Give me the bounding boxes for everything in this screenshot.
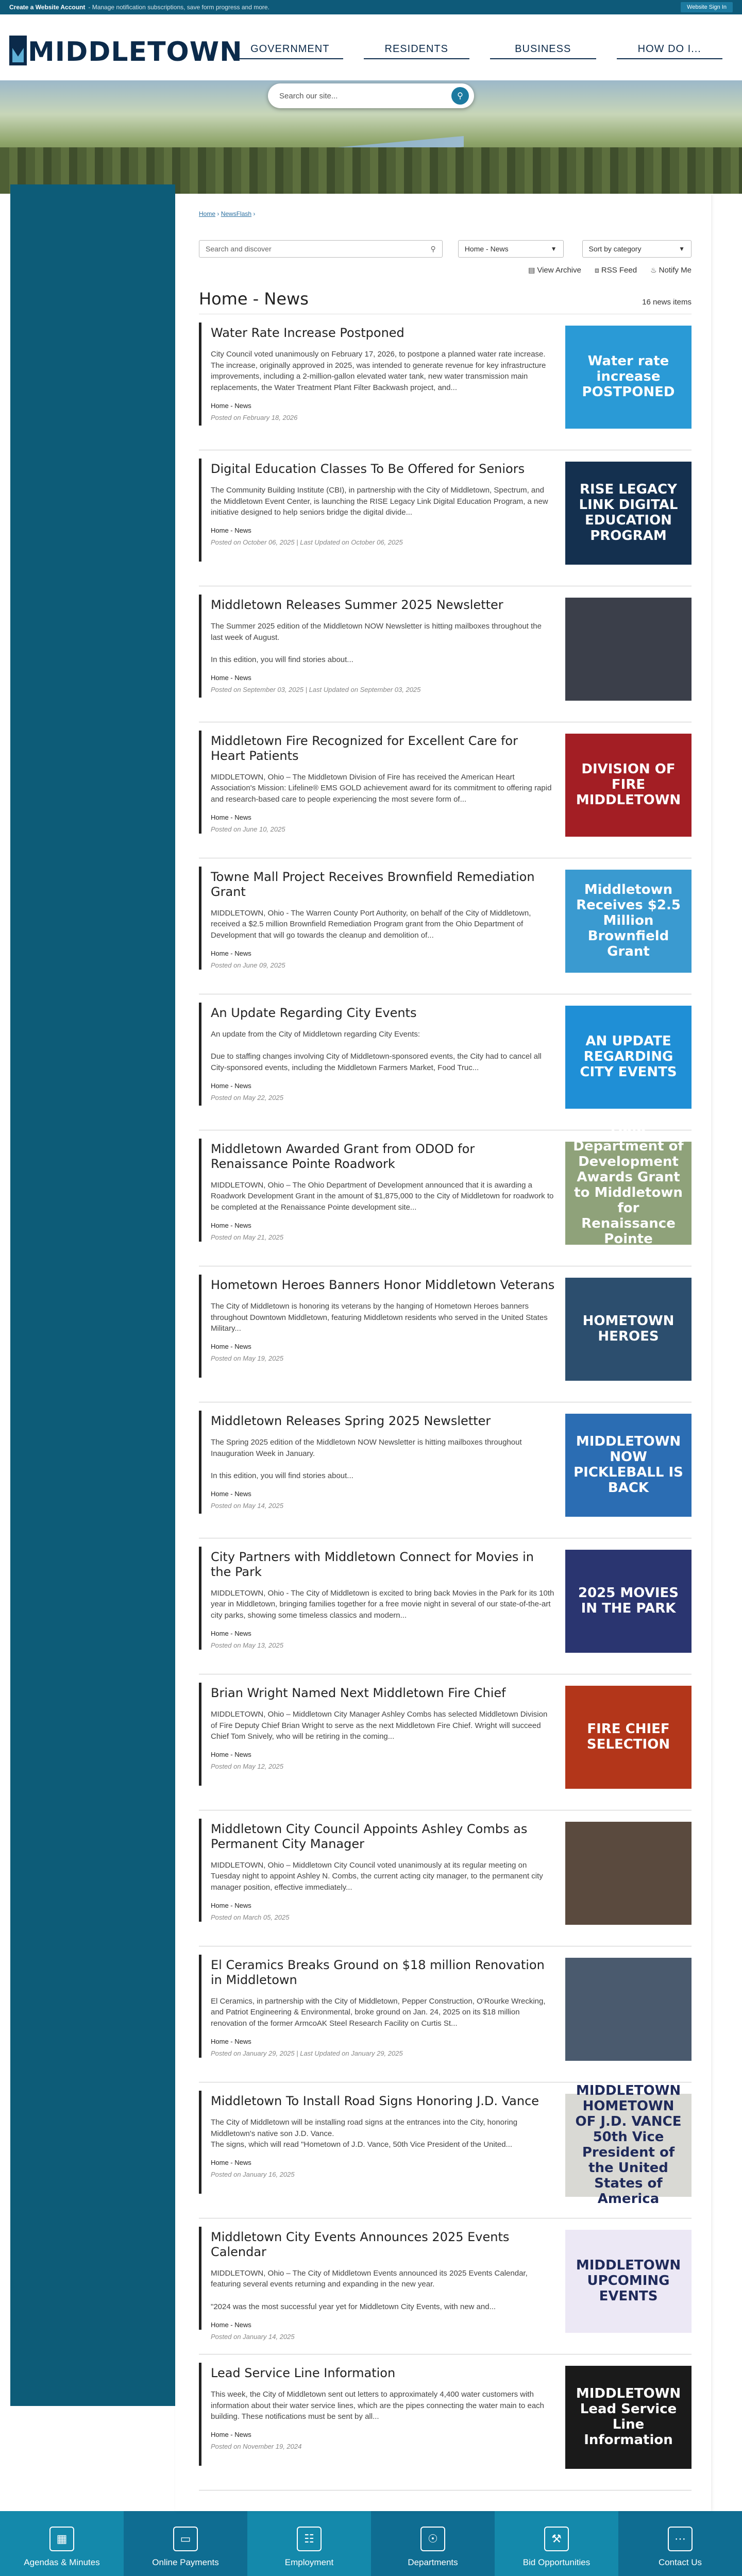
news-item-thumbnail-text: HOMETOWN HEROES [582,1313,674,1344]
news-item-accent-bar [199,867,201,970]
category-select[interactable] [458,240,564,258]
news-item-thumbnail-text: MIDDLETOWN HOMETOWN OF J.D. VANCE 50th Vice President of the United States of America [575,2083,682,2207]
news-item [199,1538,692,1674]
news-item-excerpt: The Spring 2025 edition of the Middletown NOW Newsletter is hitting mailboxes throughout Inauguration Week in January. In this edition, you will find stories about... [211,1437,522,1481]
logo-text: MIDDLETOWN [28,37,243,67]
news-item-text [211,2363,565,2490]
page-title: Home - News [199,289,309,309]
news-item [199,1266,692,1402]
news-item-date: Posted on January 16, 2025 [211,2171,295,2179]
create-account-link[interactable]: Create a Website Account [9,4,86,11]
notify-me-label: Notify Me [659,266,692,275]
news-item-category[interactable]: Home - News [211,527,251,535]
news-item-accent-bar [199,1547,201,1650]
news-item [199,1810,692,1946]
news-item-thumbnail[interactable] [565,2366,692,2469]
news-item-date: Posted on October 06, 2025 | Last Updated on October 06, 2025 [211,538,403,547]
news-item-excerpt: The Community Building Institute (CBI), in partnership with the City of Middletown, Spectrum, and the Middletown Event Center, is launching the RISE Legacy Link Digital Education Program, a new initiative designed to help seniors bridge the digital divide... [211,485,548,517]
rss-icon: ⧈ [594,266,599,274]
news-item-title[interactable]: Digital Education Classes To Be Offered for Seniors [211,462,525,476]
news-item-text [211,1139,565,1266]
top-bar [0,0,742,14]
view-archive-label: View Archive [537,266,581,275]
news-item-text [211,1411,565,1538]
news-item-thumbnail-text: MIDDLETOWN UPCOMING EVENTS [576,2258,681,2304]
news-item-category[interactable]: Home - News [211,949,251,957]
news-item-title[interactable]: Middletown City Council Appoints Ashley Combs as Permanent City Manager [211,1822,528,1851]
news-item-accent-bar [199,459,201,562]
quick-link-label: Contact Us [658,2557,702,2567]
news-item-excerpt: MIDDLETOWN, Ohio – Middletown City Council voted unanimously at its regular meeting on Tuesday night to appoint Ashley N. Combs, the current acting city manager, to the permanent city manager position, effective immediately... [211,1860,543,1892]
news-item [199,586,692,722]
news-item-date: Posted on September 03, 2025 | Last Updated on September 03, 2025 [211,685,421,693]
news-item-thumbnail[interactable] [565,2230,692,2333]
news-item [199,1402,692,1538]
news-item-date: Posted on May 14, 2025 [211,1501,283,1510]
quick-link-label: Departments [408,2557,458,2567]
quick-link-label: Bid Opportunities [522,2557,591,2567]
news-item-thumbnail-text [623,2004,634,2014]
news-item [199,1123,692,1266]
news-item-text [211,867,565,994]
nav-how-do-i[interactable]: HOW DO I... [617,43,723,59]
news-item-title[interactable]: City Partners with Middletown Connect for Movies in the Park [211,1550,534,1579]
news-item-category[interactable]: Home - News [211,1343,251,1351]
rss-feed-link[interactable] [595,266,637,275]
news-item [199,314,692,450]
nav-residents[interactable]: RESIDENTS [364,43,470,59]
bell-icon: ♨ [650,266,657,274]
news-item-text [211,2091,565,2218]
news-item-date: Posted on November 19, 2024 [211,2443,302,2451]
create-account-description: - Manage notification subscriptions, save form progress and more. [88,4,269,11]
news-item-thumbnail-text: 2025 MOVIES IN THE PARK [578,1585,679,1616]
news-item-category[interactable]: Home - News [211,2320,251,2329]
logo-mark-icon [9,36,27,65]
news-item-thumbnail-text: Middletown Receives $2.5 Million Brownfield Grant [576,882,681,959]
news-item-text [211,731,565,858]
news-item-text [211,2227,565,2354]
news-item [199,2082,692,2218]
main-area [0,194,742,2511]
news-item-text [211,1819,565,1946]
news-item-title[interactable]: Hometown Heroes Banners Honor Middletown Veterans [211,1278,555,1292]
news-item-category[interactable]: Home - News [211,1629,251,1637]
news-list [199,314,692,2490]
calendar-icon: ▦ [49,2527,74,2551]
news-item-excerpt: MIDDLETOWN, Ohio – The City of Middletown Events announced its 2025 Events Calendar, featuring several events returning and expanding in the new year. "2024 was the most successful year yet for Middletown City Events, with new and... [211,2268,528,2311]
content-panel [175,194,711,2511]
news-item-accent-bar [199,1411,201,1514]
quick-link-contact-us[interactable] [618,2511,742,2576]
news-item-thumbnail-text: RISE LEGACY LINK DIGITAL EDUCATION PROGRAM [579,482,678,544]
news-item-title[interactable]: Middletown Releases Spring 2025 Newsletter [211,1414,491,1428]
news-item [199,994,692,1130]
news-item-title[interactable]: Lead Service Line Information [211,2366,396,2380]
news-item-thumbnail[interactable] [565,1550,692,1653]
sort-select[interactable] [582,240,692,258]
news-item-accent-bar [199,323,201,426]
quick-link-departments[interactable] [371,2511,495,2576]
news-item-excerpt: The City of Middletown will be installing road signs at the entrances into the City, honoring Middletown's native son J.D. Vance. The signs, which will read "Hometown of J.D. Vance, 50th Vice President of the United... [211,2117,518,2149]
news-item-date: Posted on May 22, 2025 [211,1093,283,1101]
chevron-down-icon: ▼ [679,245,685,252]
news-item [199,722,692,858]
news-item [199,858,692,994]
news-actions [199,266,692,275]
news-item-thumbnail[interactable] [565,1123,692,1262]
news-item-category[interactable]: Home - News [211,1751,251,1759]
site-logo[interactable] [9,29,243,65]
news-item-accent-bar [199,2091,201,2194]
news-item-thumbnail-text [623,1868,634,1878]
rss-feed-label: RSS Feed [601,266,637,275]
news-item-excerpt: El Ceramics, in partnership with the City of Middletown, Pepper Construction, O'Rourke Wrecking, and Patriot Engineering & Environmental, broke ground on Jan. 24, 2025 on its $18 million renovation of the former ArmcoAK Steel Research Facility on Curtis St... [211,1996,546,2028]
news-item-thumbnail-text: FIRE CHIEF SELECTION [586,1721,670,1752]
news-item-accent-bar [199,731,201,834]
quick-link-bid-opportunities[interactable] [495,2511,618,2576]
news-item-category[interactable]: Home - News [211,1489,251,1498]
news-item-date: Posted on March 05, 2025 [211,1913,290,1921]
notify-me-link[interactable] [650,266,692,275]
news-item-accent-bar [199,595,201,698]
news-item-category[interactable]: Home - News [211,2159,251,2167]
news-item-title[interactable]: Middletown City Events Announces 2025 Events Calendar [211,2230,510,2259]
left-sidebar [10,184,175,2406]
news-item-excerpt: The Summer 2025 edition of the Middletown NOW Newsletter is hitting mailboxes throughout the last week of August. In this edition, you will find stories about... [211,621,542,665]
news-item-excerpt: This week, the City of Middletown sent out letters to approximately 4,400 water customers with information about their water service lines, which are the pipes connecting the water main to each building. These notifications must be sent by all... [211,2389,545,2421]
news-item-excerpt: The City of Middletown is honoring its veterans by the hanging of Hometown Heroes banners throughout Downtown Middletown, featuring Middletown residents who served in the United States Military... [211,1301,548,1333]
news-item-excerpt: MIDDLETOWN, Ohio – Middletown City Manager Ashley Combs has selected Middletown Division of Fire Deputy Chief Brian Wright to serve as the next Middletown Fire Chief. Wright will succeed Chief Tom Snively, who will be retiring in the coming... [211,1709,548,1741]
site-header [0,14,742,80]
news-count: 16 news items [642,298,692,307]
news-item-title[interactable]: Middletown To Install Road Signs Honoring J.D. Vance [211,2094,539,2108]
news-item-thumbnail-text: AN UPDATE REGARDING CITY EVENTS [580,1033,677,1080]
news-item-category[interactable]: Home - News [211,401,251,410]
news-item-accent-bar [199,1003,201,1106]
news-item-text [211,1547,565,1674]
news-item-thumbnail-text: MIDDLETOWN Lead Service Line Information [576,2386,681,2448]
news-toolbar [199,240,692,258]
news-item-excerpt: City Council voted unanimously on February 17, 2026, to postpone a planned water rate increase. The increase, originally approved in 2025, was intended to generate revenue for key infrastructure improvements, including a 2-million-gallon elevated water tank, new water transmission main replacements, the Water Treatment Plant Filter Backwash project, and... [211,349,546,393]
site-search-placeholder: Search our site... [279,91,338,100]
news-list-header [199,289,692,314]
news-item-date: Posted on February 18, 2026 [211,413,298,421]
news-item-accent-bar [199,1275,201,1378]
news-item-thumbnail[interactable] [565,326,692,429]
main-nav [227,14,733,80]
news-item-excerpt: MIDDLETOWN, Ohio – The Ohio Department of Development announced that it is awarding a Roadwork Development Grant in the amount of $1,875,000 to the City of Middletown for roadwork to be completed at the Renaissance Pointe development site... [211,1180,554,1212]
news-item-thumbnail[interactable] [565,2083,692,2207]
news-item-title[interactable]: Brian Wright Named Next Middletown Fire Chief [211,1686,506,1700]
breadcrumb-home[interactable]: Home [199,210,216,217]
news-item-accent-bar [199,2363,201,2466]
news-item-title[interactable]: Towne Mall Project Receives Brownfield Remediation Grant [211,870,535,899]
site-search-input[interactable] [268,83,474,108]
org-chart-icon: ☉ [420,2527,445,2551]
archive-icon: ▤ [528,266,535,274]
news-item-thumbnail[interactable] [565,598,692,701]
news-item-excerpt: MIDDLETOWN, Ohio - The Warren County Port Authority, on behalf of the City of Middletown, received a $2.5 million Brownfield Remediation Program grant from the Ohio Department of Development that will go towards the cleanup and demolition of... [211,908,531,940]
news-item-category[interactable]: Home - News [211,673,251,682]
quick-links-bar [0,2511,742,2576]
search-icon[interactable]: ⚲ [430,244,436,253]
news-item-excerpt: MIDDLETOWN, Ohio – The Middletown Division of Fire has received the American Heart Association's Mission: Lifeline® EMS GOLD achievement award for its commitment to offering rapid and research-based care to people experiencing the most severe form of... [211,772,552,804]
news-item-text [211,1003,565,1130]
news-item-thumbnail[interactable] [565,462,692,565]
news-item-excerpt: An update from the City of Middletown regarding City Events: Due to staffing changes involving City of Middletown-sponsored events, the City had to cancel all City-sponsored events, including the Middletown Farmers Market, Food Truc... [211,1029,542,1073]
breadcrumb: Home › NewsFlash › [199,210,256,217]
news-item-thumbnail[interactable] [565,870,692,973]
news-item-date: Posted on January 14, 2025 [211,2332,295,2341]
credit-card-icon: ▭ [173,2527,198,2551]
gavel-icon: ⚒ [544,2527,569,2551]
news-item-accent-bar [199,1819,201,1922]
news-item-category[interactable]: Home - News [211,2037,251,2045]
news-item-title[interactable]: Water Rate Increase Postponed [211,326,404,340]
news-item-thumbnail[interactable] [565,1686,692,1789]
news-item-thumbnail[interactable] [565,1414,692,1517]
news-item-title[interactable]: Middletown Releases Summer 2025 Newsletter [211,598,503,612]
news-item-text [211,1683,565,1810]
news-item-thumbnail[interactable] [565,1822,692,1925]
news-item-thumbnail-text: DIVISION OF FIRE MIDDLETOWN [576,761,681,808]
news-item-thumbnail[interactable] [565,734,692,837]
news-item-category[interactable]: Home - News [211,2431,251,2439]
news-item-category[interactable]: Home - News [211,1081,251,1090]
news-item-text [211,459,565,586]
news-item-excerpt: MIDDLETOWN, Ohio - The City of Middletown is excited to bring back Movies in the Park for its 10th year in Middletown, bringing families together for a free movie night in several of our state-of-the-art city parks, showing some timeless classics and modern... [211,1588,554,1620]
news-item-date: Posted on June 10, 2025 [211,825,285,833]
news-item-date: Posted on May 12, 2025 [211,1762,283,1771]
news-item-thumbnail-text [623,644,634,654]
news-search-placeholder: Search and discover [206,245,272,253]
news-item [199,1946,692,2082]
news-item-accent-bar [199,1955,201,2058]
quick-link-employment[interactable] [247,2511,371,2576]
quick-link-label: Agendas & Minutes [24,2557,100,2567]
news-item-date: Posted on May 13, 2025 [211,1641,283,1649]
news-item-title[interactable]: Middletown Awarded Grant from ODOD for Renaissance Pointe Roadwork [211,1142,475,1171]
news-item-date: Posted on June 09, 2025 [211,961,285,969]
sign-in-button[interactable]: Website Sign In [681,2,733,12]
news-item-category[interactable]: Home - News [211,813,251,821]
news-item-title[interactable]: Middletown Fire Recognized for Excellent Care for Heart Patients [211,734,518,763]
news-item-thumbnail-text: MIDDLETOWN NOW PICKLEBALL IS BACK [574,1434,683,1496]
chevron-down-icon: ▼ [550,245,557,252]
news-item [199,2354,692,2490]
news-item-category[interactable]: Home - News [211,1901,251,1909]
news-item-text [211,595,565,722]
quick-link-label: Employment [284,2557,334,2567]
nav-government[interactable]: GOVERNMENT [237,43,343,59]
news-item-thumbnail-text: Water rate increase POSTPONED [582,353,675,400]
news-item-accent-bar [199,1683,201,1786]
news-item-thumbnail-text: Ohio Department of Development Awards Grant to Middletown for Renaissance Pointe Roadwork [573,1123,684,1262]
news-item-date: Posted on January 29, 2025 | Last Updated on January 29, 2025 [211,2049,403,2057]
quick-link-agendas[interactable] [0,2511,124,2576]
news-item-date: Posted on May 21, 2025 [211,1233,283,1241]
sort-select-value: Sort by category [588,245,642,253]
search-icon[interactable]: ⚲ [451,87,469,105]
quick-link-label: Online Payments [152,2557,219,2567]
news-item [199,2218,692,2354]
hero-banner [0,80,742,194]
news-item-text [211,1955,565,2082]
nav-business[interactable]: BUSINESS [490,43,596,59]
news-item-category[interactable]: Home - News [211,1221,251,1229]
document-icon: ☷ [297,2527,322,2551]
news-item-title[interactable]: El Ceramics Breaks Ground on $18 million Renovation in Middletown [211,1958,545,1987]
news-item-thumbnail[interactable] [565,1278,692,1381]
news-item-title[interactable]: An Update Regarding City Events [211,1006,417,1020]
news-item-thumbnail[interactable] [565,1006,692,1109]
news-item-thumbnail[interactable] [565,1958,692,2061]
breadcrumb-newsflash[interactable]: NewsFlash [221,210,252,217]
news-item-text [211,1275,565,1402]
news-item-accent-bar [199,2227,201,2330]
chat-bubble-icon: ⋯ [668,2527,693,2551]
news-item [199,1674,692,1810]
news-item [199,450,692,586]
quick-link-online-payments[interactable] [124,2511,247,2576]
news-item-date: Posted on May 19, 2025 [211,1354,283,1363]
news-item-accent-bar [199,1139,201,1242]
news-search-input[interactable] [199,240,443,258]
category-select-value: Home - News [464,245,509,253]
view-archive-link[interactable] [528,266,581,275]
news-item-text [211,323,565,450]
